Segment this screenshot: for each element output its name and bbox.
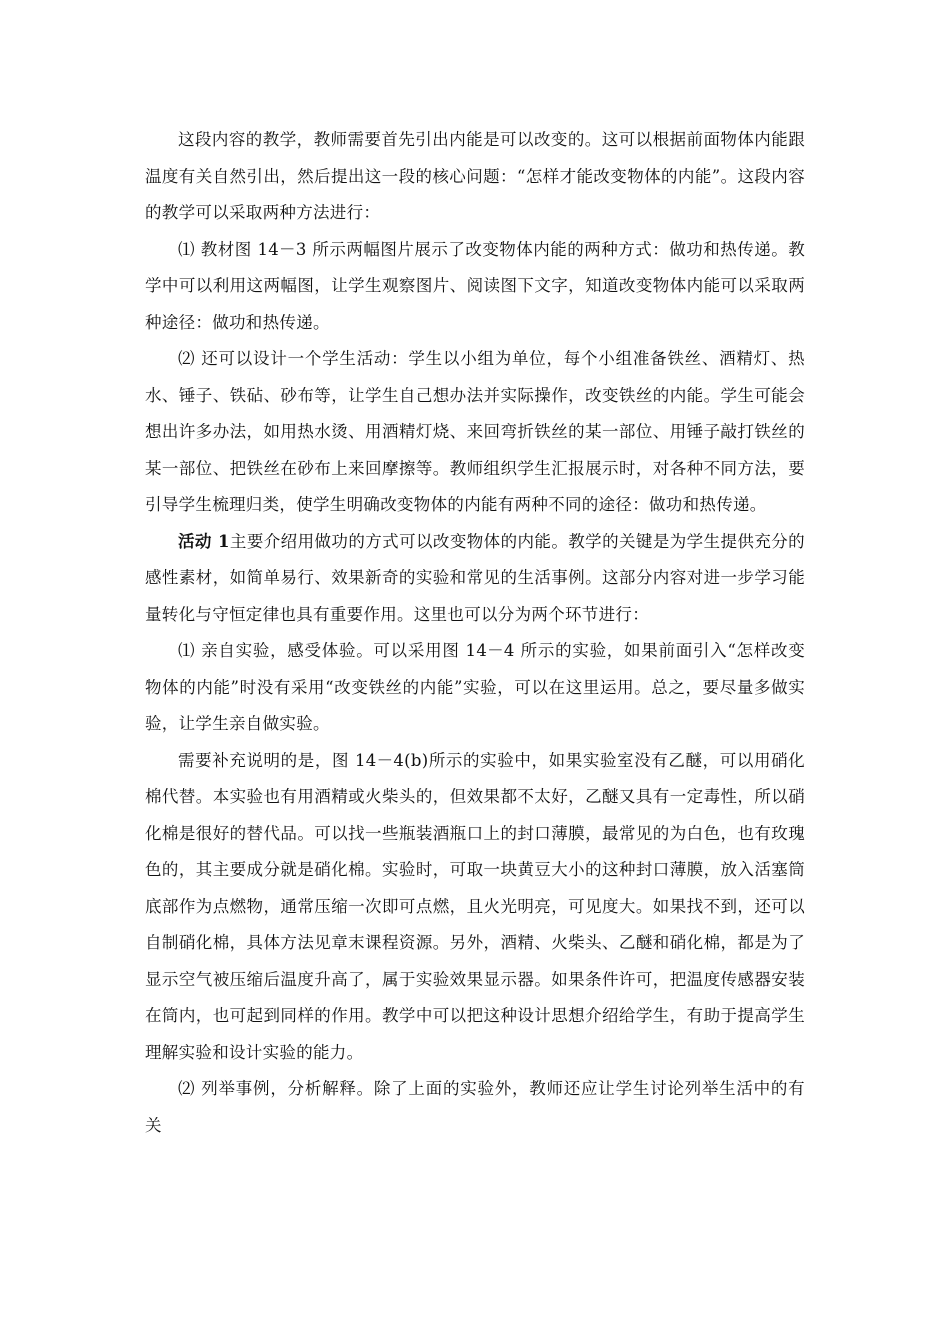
activity-label: 活动 1: [178, 531, 230, 551]
paragraph-intro: [145, 122, 805, 232]
paragraph-supplement: [145, 743, 805, 1072]
paragraph-experiment: [145, 633, 805, 743]
paragraph-method-2: [145, 341, 805, 524]
paragraph-examples: [145, 1071, 805, 1144]
paragraph-text: ⑵ 还可以设计一个学生活动：学生以小组为单位，每个小组准备铁丝、酒精灯、热水、锤子、铁砧、砂布等，让学生自己想办法并实际操作，改变铁丝的内能。学生可能会想出许多办法，如用热水烫、用酒精灯烧、来回弯折铁丝的某一部位、用锤子敲打铁丝的某一部位、把铁丝在砂布上来回摩擦等。教师组织学生汇报展示时，对各种不同方法，要引导学生梳理归类，使学生明确改变物体的内能有两种不同的途径：做功和热传递。: [145, 349, 805, 514]
paragraph-text: ⑵ 列举事例，分析解释。除了上面的实验外，教师还应让学生讨论列举生活中的有关: [145, 1079, 805, 1135]
paragraph-text: ⑴ 亲自实验，感受体验。可以采用图 14－4 所示的实验，如果前面引入“怎样改变物体的内能”时没有采用“改变铁丝的内能”实验，可以在这里运用。总之，要尽量多做实验，让学生亲自做实验。: [145, 641, 805, 733]
paragraph-text: 这段内容的教学，教师需要首先引出内能是可以改变的。这可以根据前面物体内能跟温度有关自然引出，然后提出这一段的核心问题：“怎样才能改变物体的内能”。这段内容的教学可以采取两种方法进行：: [145, 130, 805, 222]
paragraph-method-1: [145, 232, 805, 342]
paragraph-text: 需要补充说明的是，图 14－4(b)所示的实验中，如果实验室没有乙醚，可以用硝化棉代替。本实验也有用酒精或火柴头的，但效果都不太好，乙醚又具有一定毒性，所以硝化棉是很好的替代品。可以找一些瓶装酒瓶口上的封口薄膜，最常见的为白色，也有玫瑰色的，其主要成分就是硝化棉。实验时，可取一块黄豆大小的这种封口薄膜，放入活塞筒底部作为点燃物，通常压缩一次即可点燃，且火光明亮，可见度大。如果找不到，还可以自制硝化棉，具体方法见章末课程资源。另外，酒精、火柴头、乙醚和硝化棉，都是为了显示空气被压缩后温度升高了，属于实验效果显示器。如果条件许可，把温度传感器安装在筒内，也可起到同样的作用。教学中可以把这种设计思想介绍给学生，有助于提高学生理解实验和设计实验的能力。: [145, 750, 805, 1062]
document-page: [145, 122, 805, 1144]
paragraph-activity-1: [145, 524, 805, 634]
paragraph-text: ⑴ 教材图 14－3 所示两幅图片展示了改变物体内能的两种方式：做功和热传递。教学中可以利用这两幅图，让学生观察图片、阅读图下文字，知道改变物体内能可以采取两种途径：做功和热传递。: [145, 239, 805, 332]
paragraph-text: 主要介绍用做功的方式可以改变物体的内能。教学的关键是为学生提供充分的感性素材，如简单易行、效果新奇的实验和常见的生活事例。这部分内容对进一步学习能量转化与守恒定律也具有重要作用。这里也可以分为两个环节进行：: [145, 531, 805, 624]
